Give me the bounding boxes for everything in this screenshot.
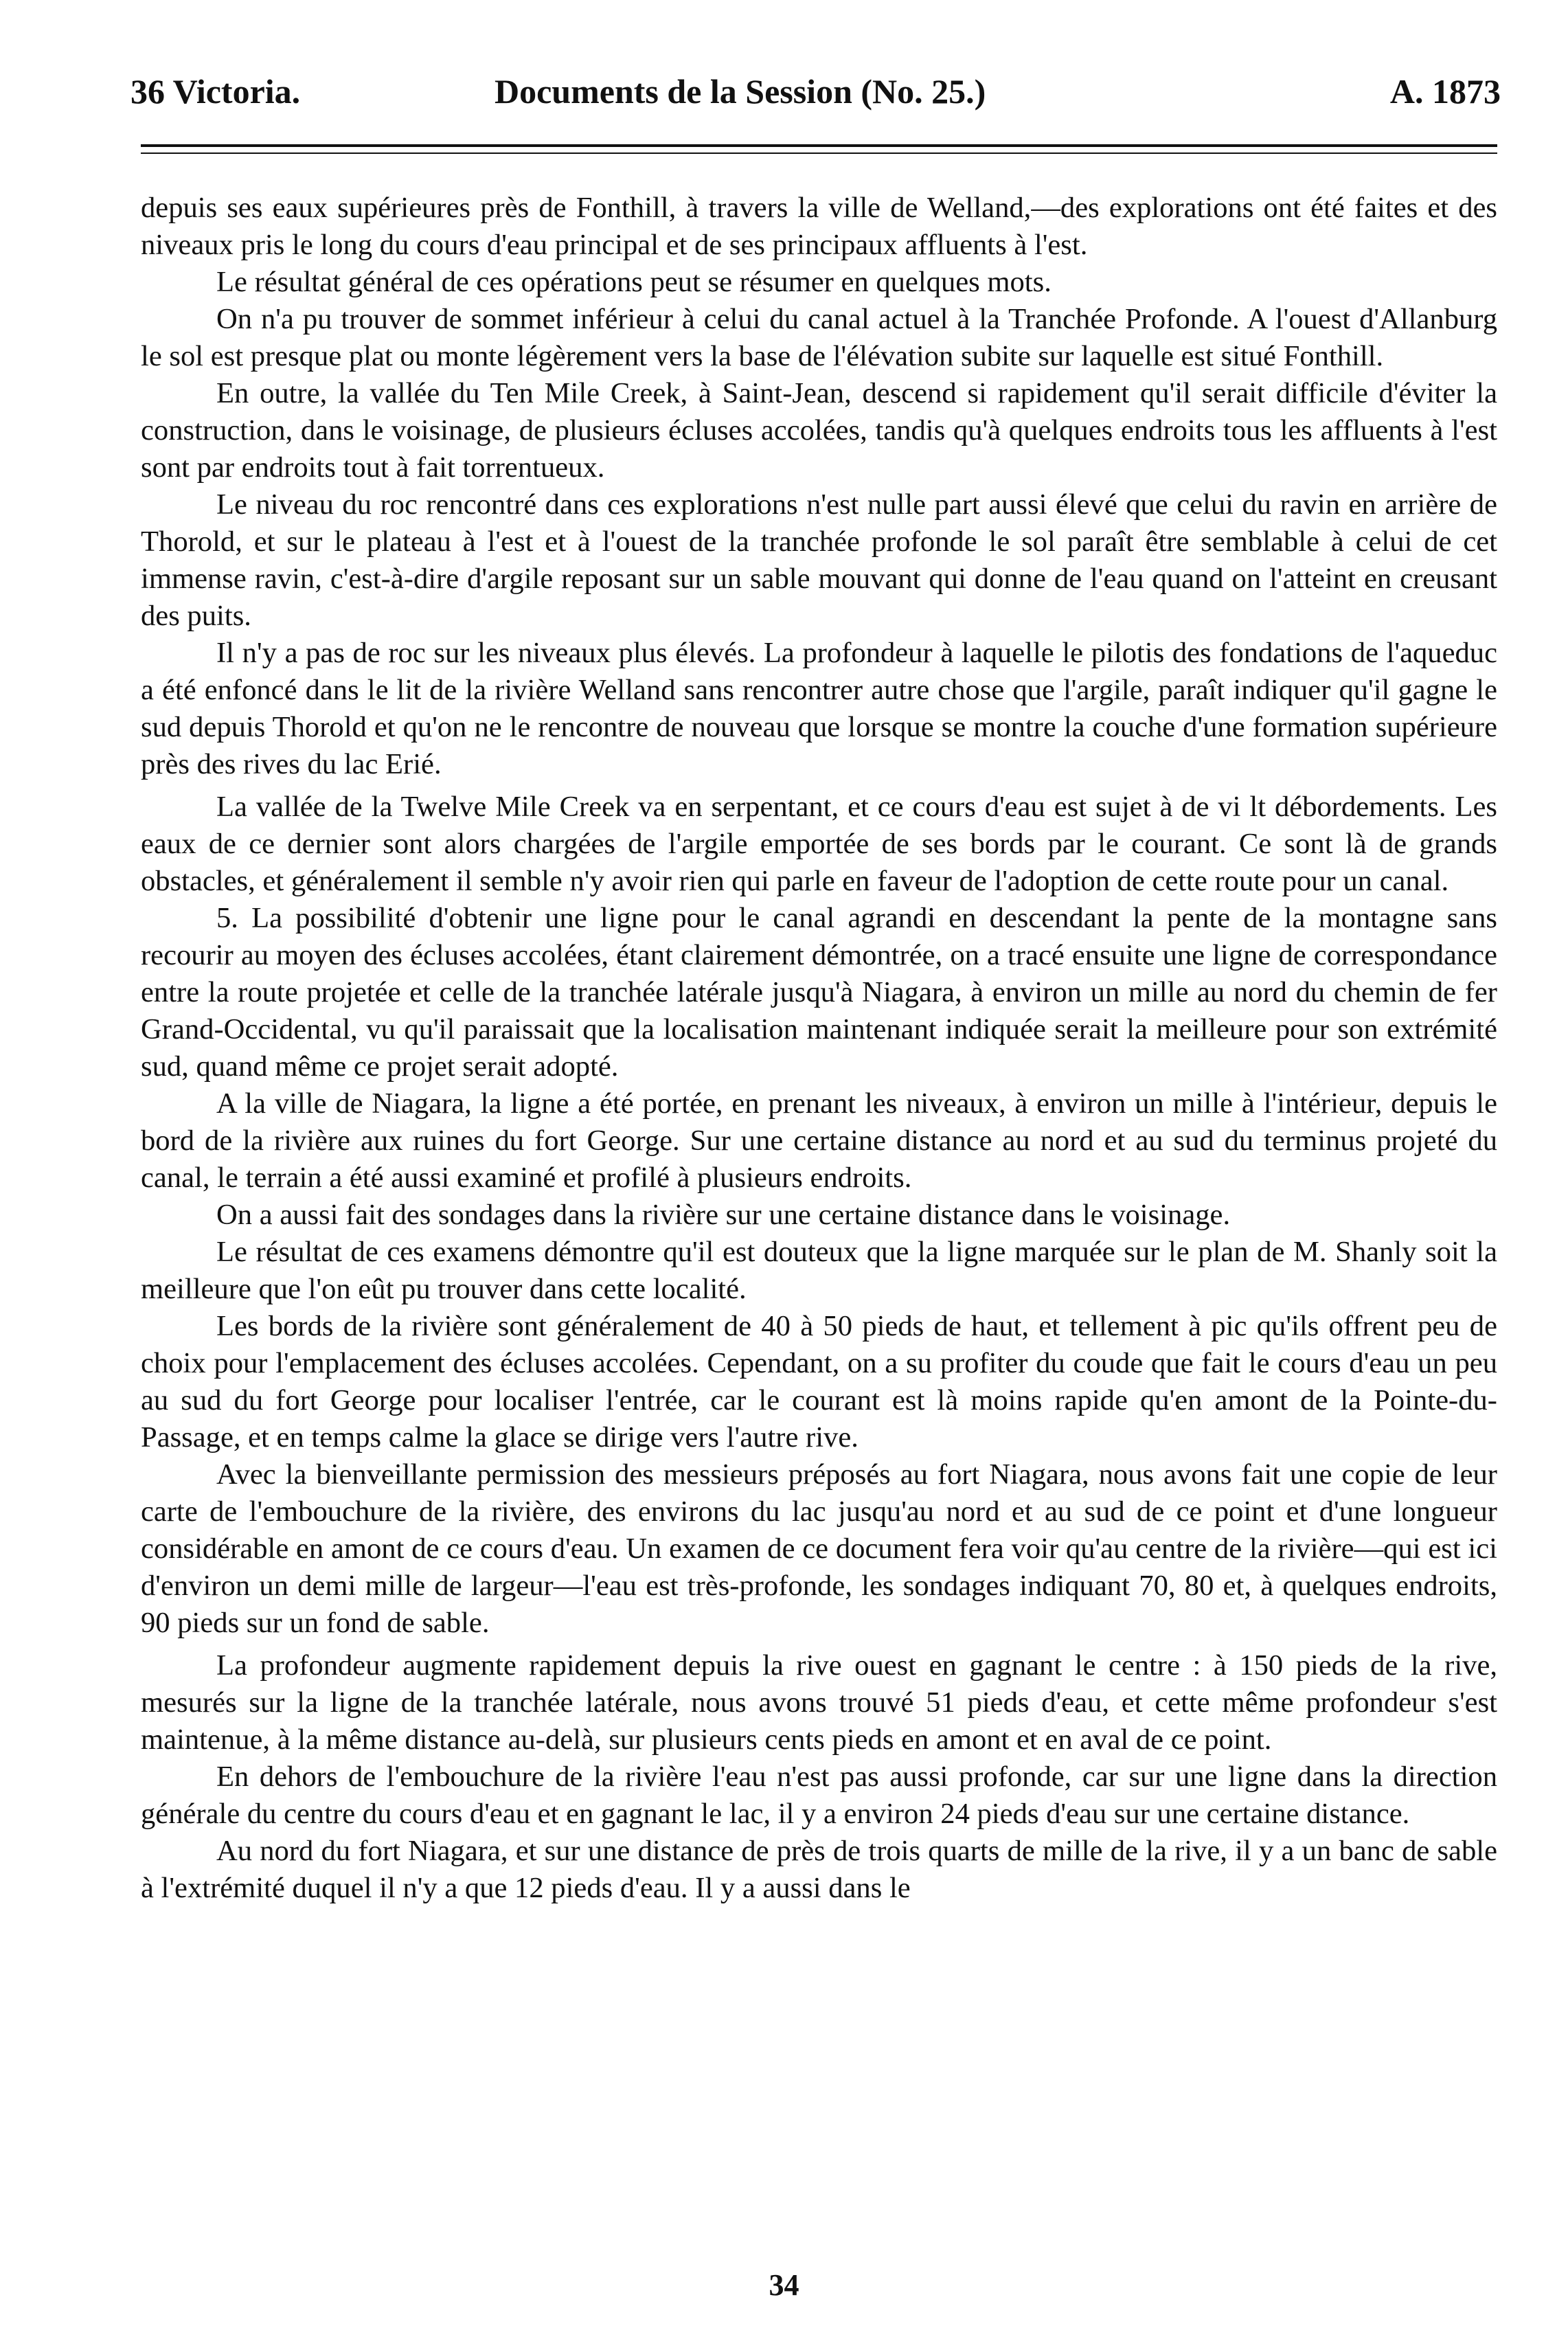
paragraph: Les bords de la rivière sont généralement de 40 à 50 pieds de haut, et tellement à pic qu'ils offrent peu de choix pour l'emplacement des écluses accolées. Cependant, on a su profiter du coude que fait le cours d'eau un peu au sud du fort George pour localiser l'entrée, car le courant est là moins rapide qu'en amont de la Pointe-du-Passage, et en temps calme la glace se dirige vers l'autre rive. bbox=[141, 1310, 1497, 1454]
running-header bbox=[130, 67, 1501, 115]
paragraph: La profondeur augmente rapidement depuis la rive ouest en gagnant le centre : à 150 pieds de la rive, mesurés sur la ligne de la tranchée latérale, nous avons trouvé 51 pieds d'eau, et cette même profondeur s'est maintenue, à la même distance au-delà, sur plusieurs cents pieds en amont et en aval de ce point. bbox=[141, 1649, 1497, 1756]
paragraph: Au nord du fort Niagara, et sur une distance de près de trois quarts de mille de la rive, il y a un banc de sable à l'extrémité duquel il n'y a que 12 pieds d'eau. Il y a aussi dans le bbox=[141, 1835, 1497, 1904]
paragraph: En outre, la vallée du Ten Mile Creek, à Saint-Jean, descend si rapidement qu'il serait difficile d'éviter la construction, dans le voisinage, de plusieurs écluses accolées, tandis qu'à quelques endroits tous les affluents à l'est sont par endroits tout à fait torrentueux. bbox=[141, 377, 1497, 484]
page-number: 34 bbox=[769, 2268, 799, 2302]
paragraph: En dehors de l'embouchure de la rivière l'eau n'est pas aussi profonde, car sur une ligne dans la direction générale du centre du cours d'eau et en gagnant le lac, il y a environ 24 pieds d'eau sur une certaine distance. bbox=[141, 1761, 1497, 1830]
header-year: A. 1873 bbox=[1389, 72, 1501, 111]
paragraph: On n'a pu trouver de sommet inférieur à celui du canal actuel à la Tranchée Profonde. A l'ouest d'Allanburg le sol est presque plat ou monte légèrement vers la base de l'élévation subite sur laquelle est situé Fonthill. bbox=[141, 303, 1497, 372]
header-rule-thick bbox=[141, 144, 1497, 147]
header-title: Documents de la Session (No. 25.) bbox=[495, 72, 986, 111]
paragraph: Il n'y a pas de roc sur les niveaux plus élevés. La profondeur à laquelle le pilotis des fondations de l'aqueduc a été enfoncé dans le lit de la rivière Welland sans rencontrer autre chose que l'argile, paraît indiquer qu'il gagne le sud depuis Thorold et qu'on ne le rencontre de nouveau que lorsque se montre la couche d'une formation supérieure près des rives du lac Erié. bbox=[141, 637, 1497, 780]
paragraph: Le niveau du roc rencontré dans ces explorations n'est nulle part aussi élevé que celui du ravin en arrière de Thorold, et sur le plateau à l'est et à l'ouest de la tranchée profonde le sol paraît être semblable à celui de cet immense ravin, c'est-à-dire d'argile reposant sur un sable mouvant qui donne de l'eau quand on l'atteint en creusant des puits. bbox=[141, 488, 1497, 632]
paragraph: La vallée de la Twelve Mile Creek va en serpentant, et ce cours d'eau est sujet à de vi lt débordements. Les eaux de ce dernier sont alors chargées de l'argile emportée de ses bords par le courant. Ce sont là de grands obstacles, et généralement il semble n'y avoir rien qui parle en faveur de l'adoption de cette route pour un canal. bbox=[141, 791, 1497, 897]
paragraph: Le résultat de ces examens démontre qu'il est douteux que la ligne marquée sur le plan de M. Shanly soit la meilleure que l'on eût pu trouver dans cette localité. bbox=[141, 1236, 1497, 1305]
paragraph: On a aussi fait des sondages dans la rivière sur une certaine distance dans le voisinage. bbox=[216, 1199, 1231, 1231]
paragraph: depuis ses eaux supérieures près de Fonthill, à travers la ville de Welland,—des explorations ont été faites et des niveaux pris le long du cours d'eau principal et de ses principaux affluents à l'est. bbox=[141, 192, 1497, 261]
header-rule-thin bbox=[141, 152, 1497, 154]
header-volume: 36 Victoria. bbox=[130, 72, 301, 111]
paragraph: Le résultat général de ces opérations peut se résumer en quelques mots. bbox=[216, 266, 1052, 298]
paragraph: A la ville de Niagara, la ligne a été portée, en prenant les niveaux, à environ un mille à l'intérieur, depuis le bord de la rivière aux ruines du fort George. Sur une certaine distance au nord et au sud du terminus projeté du canal, le terrain a été aussi examiné et profilé à plusieurs endroits. bbox=[141, 1087, 1497, 1194]
document-body bbox=[141, 190, 1497, 1907]
paragraph: 5. La possibilité d'obtenir une ligne pour le canal agrandi en descendant la pente de la montagne sans recourir au moyen des écluses accolées, étant clairement démontrée, on a tracé ensuite une ligne de correspondance entre la route projetée et celle de la tranchée latérale jusqu'à Niagara, à environ un mille au nord du chemin de fer Grand-Occidental, vu qu'il paraissait que la localisation maintenant indiquée serait la meilleure pour son extrémité sud, quand même ce projet serait adopté. bbox=[141, 902, 1497, 1083]
paragraph: Avec la bienveillante permission des messieurs préposés au fort Niagara, nous avons fait une copie de leur carte de l'embouchure de la rivière, des environs du lac jusqu'au nord et au sud de ce point et d'une longueur considérable en amont de ce cours d'eau. Un examen de ce document fera voir qu'au centre de la rivière—qui est ici d'environ un demi mille de largeur—l'eau est très-profonde, les sondages indiquant 70, 80 et, à quelques endroits, 90 pieds sur un fond de sable. bbox=[141, 1458, 1497, 1639]
